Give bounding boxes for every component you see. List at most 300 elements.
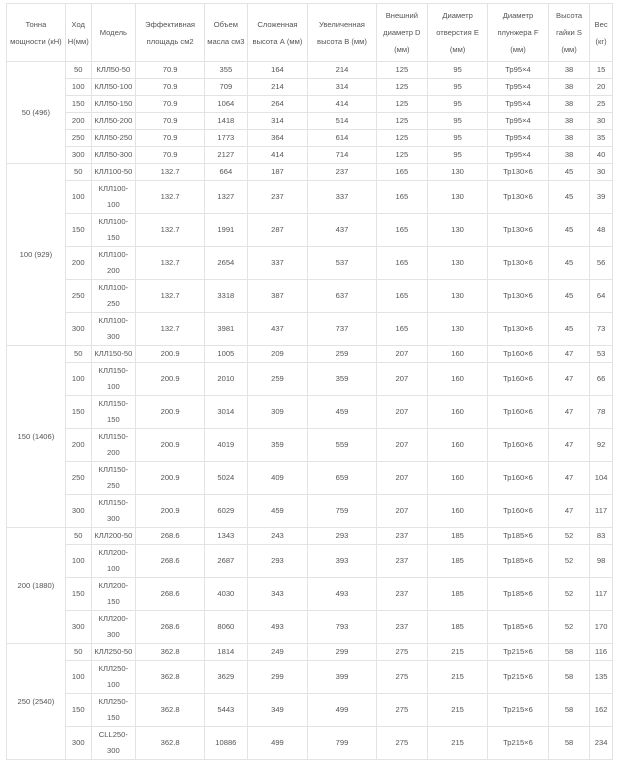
- cell-model: КЛЛ50-50: [91, 62, 135, 79]
- cell-extended-height: 514: [308, 113, 376, 130]
- cell-bore-diameter: 160: [428, 462, 488, 495]
- cell-area: 200.9: [136, 429, 205, 462]
- cell-model: КЛЛ100-100: [91, 181, 135, 214]
- cell-extended-height: 459: [308, 396, 376, 429]
- cell-oil-volume: 2687: [205, 545, 247, 578]
- cell-oil-volume: 5024: [205, 462, 247, 495]
- cell-stroke: 150: [65, 214, 91, 247]
- cell-model: КЛЛ200-300: [91, 611, 135, 644]
- cell-weight: 78: [590, 396, 613, 429]
- cell-collapsed-height: 364: [247, 130, 308, 147]
- cell-plunger-diameter: Тр95×4: [488, 62, 549, 79]
- cell-stroke: 200: [65, 247, 91, 280]
- cell-collapsed-height: 359: [247, 429, 308, 462]
- cell-stroke: 200: [65, 113, 91, 130]
- table-row: [7, 462, 613, 495]
- cell-oil-volume: 1773: [205, 130, 247, 147]
- cell-area: 362.8: [136, 694, 205, 727]
- cell-outer-diameter: 165: [376, 313, 428, 346]
- cell-extended-height: 714: [308, 147, 376, 164]
- cell-area: 200.9: [136, 462, 205, 495]
- cell-collapsed-height: 314: [247, 113, 308, 130]
- cell-bore-diameter: 185: [428, 611, 488, 644]
- cell-outer-diameter: 207: [376, 495, 428, 528]
- table-row: [7, 396, 613, 429]
- cell-collapsed-height: 337: [247, 247, 308, 280]
- cell-bore-diameter: 160: [428, 363, 488, 396]
- cell-nut-height: 58: [548, 694, 589, 727]
- header-bore-diameter: Диаметр отверстия Е (мм): [428, 4, 488, 62]
- cell-oil-volume: 4030: [205, 578, 247, 611]
- cell-weight: 135: [590, 661, 613, 694]
- cell-model: КЛЛ250-50: [91, 644, 135, 661]
- cell-model: КЛЛ150-250: [91, 462, 135, 495]
- cell-collapsed-height: 214: [247, 79, 308, 96]
- cell-oil-volume: 1064: [205, 96, 247, 113]
- cell-weight: 64: [590, 280, 613, 313]
- cell-model: КЛЛ100-300: [91, 313, 135, 346]
- cell-nut-height: 45: [548, 181, 589, 214]
- cell-collapsed-height: 437: [247, 313, 308, 346]
- cell-plunger-diameter: Тр185×6: [488, 611, 549, 644]
- cell-bore-diameter: 130: [428, 214, 488, 247]
- cell-area: 132.7: [136, 214, 205, 247]
- cell-extended-height: 399: [308, 661, 376, 694]
- cell-nut-height: 52: [548, 578, 589, 611]
- cell-stroke: 150: [65, 96, 91, 113]
- cell-extended-height: 493: [308, 578, 376, 611]
- table-row: [7, 79, 613, 96]
- cell-collapsed-height: 349: [247, 694, 308, 727]
- cell-oil-volume: 5443: [205, 694, 247, 727]
- cell-stroke: 150: [65, 694, 91, 727]
- cell-weight: 53: [590, 346, 613, 363]
- cell-outer-diameter: 207: [376, 346, 428, 363]
- cell-collapsed-height: 209: [247, 346, 308, 363]
- cell-stroke: 100: [65, 79, 91, 96]
- cell-weight: 40: [590, 147, 613, 164]
- cell-bore-diameter: 160: [428, 495, 488, 528]
- header-area: Эффективная площадь см2: [136, 4, 205, 62]
- cell-outer-diameter: 125: [376, 62, 428, 79]
- cell-collapsed-height: 409: [247, 462, 308, 495]
- cell-model: CLL250-300: [91, 727, 135, 760]
- cell-model: КЛЛ50-150: [91, 96, 135, 113]
- cell-bore-diameter: 95: [428, 79, 488, 96]
- cell-oil-volume: 10886: [205, 727, 247, 760]
- cell-area: 268.6: [136, 528, 205, 545]
- cell-bore-diameter: 215: [428, 694, 488, 727]
- cell-weight: 162: [590, 694, 613, 727]
- cell-model: КЛЛ50-250: [91, 130, 135, 147]
- cell-extended-height: 559: [308, 429, 376, 462]
- header-weight: Вес (кг): [590, 4, 613, 62]
- cell-extended-height: 793: [308, 611, 376, 644]
- cell-bore-diameter: 95: [428, 147, 488, 164]
- table-row: [7, 96, 613, 113]
- cell-plunger-diameter: Тр130×6: [488, 247, 549, 280]
- cell-stroke: 300: [65, 611, 91, 644]
- cell-stroke: 50: [65, 164, 91, 181]
- cell-collapsed-height: 187: [247, 164, 308, 181]
- cell-plunger-diameter: Тр130×6: [488, 214, 549, 247]
- cell-plunger-diameter: Тр160×6: [488, 363, 549, 396]
- cell-stroke: 50: [65, 62, 91, 79]
- cell-area: 132.7: [136, 313, 205, 346]
- cell-plunger-diameter: Тр130×6: [488, 313, 549, 346]
- cell-outer-diameter: 275: [376, 694, 428, 727]
- cell-nut-height: 52: [548, 611, 589, 644]
- cell-stroke: 100: [65, 181, 91, 214]
- cell-area: 70.9: [136, 96, 205, 113]
- cell-nut-height: 45: [548, 280, 589, 313]
- cell-collapsed-height: 287: [247, 214, 308, 247]
- cell-oil-volume: 4019: [205, 429, 247, 462]
- cell-tonnage: 150 (1406): [7, 346, 66, 528]
- cell-extended-height: 337: [308, 181, 376, 214]
- cell-extended-height: 659: [308, 462, 376, 495]
- cell-model: КЛЛ200-150: [91, 578, 135, 611]
- cell-bore-diameter: 160: [428, 346, 488, 363]
- cell-extended-height: 799: [308, 727, 376, 760]
- cell-weight: 83: [590, 528, 613, 545]
- table-body: [7, 62, 613, 760]
- cell-area: 200.9: [136, 363, 205, 396]
- cell-area: 70.9: [136, 147, 205, 164]
- table-row: [7, 611, 613, 644]
- cell-oil-volume: 3629: [205, 661, 247, 694]
- cell-oil-volume: 1991: [205, 214, 247, 247]
- cell-plunger-diameter: Тр130×6: [488, 181, 549, 214]
- cell-extended-height: 737: [308, 313, 376, 346]
- cell-stroke: 100: [65, 545, 91, 578]
- header-outer-diameter: Внешний диаметр D (мм): [376, 4, 428, 62]
- cell-model: КЛЛ100-50: [91, 164, 135, 181]
- cell-weight: 15: [590, 62, 613, 79]
- cell-weight: 104: [590, 462, 613, 495]
- cell-stroke: 300: [65, 147, 91, 164]
- cell-bore-diameter: 130: [428, 280, 488, 313]
- cell-oil-volume: 8060: [205, 611, 247, 644]
- header-model: Модель: [91, 4, 135, 62]
- cell-collapsed-height: 237: [247, 181, 308, 214]
- cell-model: КЛЛ50-300: [91, 147, 135, 164]
- cell-stroke: 300: [65, 727, 91, 760]
- cell-plunger-diameter: Тр215×6: [488, 727, 549, 760]
- cell-outer-diameter: 237: [376, 578, 428, 611]
- cell-bore-diameter: 130: [428, 313, 488, 346]
- cell-weight: 56: [590, 247, 613, 280]
- cell-extended-height: 393: [308, 545, 376, 578]
- cell-stroke: 150: [65, 396, 91, 429]
- cell-plunger-diameter: Тр215×6: [488, 644, 549, 661]
- cell-oil-volume: 1343: [205, 528, 247, 545]
- cell-weight: 48: [590, 214, 613, 247]
- cell-stroke: 50: [65, 644, 91, 661]
- cell-collapsed-height: 387: [247, 280, 308, 313]
- cell-outer-diameter: 237: [376, 611, 428, 644]
- cell-nut-height: 38: [548, 96, 589, 113]
- cell-nut-height: 45: [548, 247, 589, 280]
- cell-outer-diameter: 165: [376, 214, 428, 247]
- cell-extended-height: 259: [308, 346, 376, 363]
- cell-stroke: 100: [65, 363, 91, 396]
- cell-oil-volume: 1327: [205, 181, 247, 214]
- cell-weight: 35: [590, 130, 613, 147]
- cell-outer-diameter: 207: [376, 462, 428, 495]
- cell-model: КЛЛ150-300: [91, 495, 135, 528]
- cell-area: 132.7: [136, 164, 205, 181]
- cell-area: 200.9: [136, 346, 205, 363]
- cell-outer-diameter: 207: [376, 429, 428, 462]
- table-row: [7, 62, 613, 79]
- cell-outer-diameter: 275: [376, 644, 428, 661]
- cell-plunger-diameter: Тр160×6: [488, 396, 549, 429]
- cell-extended-height: 237: [308, 164, 376, 181]
- cell-oil-volume: 3981: [205, 313, 247, 346]
- cell-plunger-diameter: Тр185×6: [488, 578, 549, 611]
- cell-outer-diameter: 207: [376, 396, 428, 429]
- cell-tonnage: 50 (496): [7, 62, 66, 164]
- cell-plunger-diameter: Тр130×6: [488, 164, 549, 181]
- cell-extended-height: 359: [308, 363, 376, 396]
- cell-extended-height: 759: [308, 495, 376, 528]
- cell-nut-height: 47: [548, 429, 589, 462]
- header-tonnage: Тонна мощности (кН): [7, 4, 66, 62]
- cell-model: КЛЛ100-150: [91, 214, 135, 247]
- cell-collapsed-height: 293: [247, 545, 308, 578]
- cell-plunger-diameter: Тр215×6: [488, 694, 549, 727]
- cell-plunger-diameter: Тр160×6: [488, 346, 549, 363]
- cell-extended-height: 414: [308, 96, 376, 113]
- cell-model: КЛЛ250-150: [91, 694, 135, 727]
- cell-plunger-diameter: Тр95×4: [488, 147, 549, 164]
- cell-extended-height: 293: [308, 528, 376, 545]
- cell-stroke: 300: [65, 313, 91, 346]
- cell-weight: 30: [590, 113, 613, 130]
- cell-collapsed-height: 459: [247, 495, 308, 528]
- cell-plunger-diameter: Тр160×6: [488, 462, 549, 495]
- cell-bore-diameter: 130: [428, 247, 488, 280]
- cell-area: 132.7: [136, 280, 205, 313]
- cell-weight: 234: [590, 727, 613, 760]
- cell-nut-height: 38: [548, 79, 589, 96]
- table-row: [7, 247, 613, 280]
- cell-area: 70.9: [136, 79, 205, 96]
- cell-nut-height: 38: [548, 130, 589, 147]
- cell-outer-diameter: 237: [376, 545, 428, 578]
- cell-extended-height: 614: [308, 130, 376, 147]
- cell-model: КЛЛ100-250: [91, 280, 135, 313]
- cell-oil-volume: 1418: [205, 113, 247, 130]
- cell-weight: 117: [590, 495, 613, 528]
- cell-bore-diameter: 215: [428, 661, 488, 694]
- cell-model: КЛЛ150-100: [91, 363, 135, 396]
- cell-outer-diameter: 125: [376, 147, 428, 164]
- cell-weight: 30: [590, 164, 613, 181]
- table-row: [7, 214, 613, 247]
- cell-collapsed-height: 499: [247, 727, 308, 760]
- cell-oil-volume: 2010: [205, 363, 247, 396]
- header-nut-height: Высота гайки S (мм): [548, 4, 589, 62]
- cell-nut-height: 47: [548, 462, 589, 495]
- header-oil-volume: Объем масла см3: [205, 4, 247, 62]
- cell-extended-height: 637: [308, 280, 376, 313]
- cell-outer-diameter: 165: [376, 247, 428, 280]
- cell-area: 268.6: [136, 545, 205, 578]
- cell-model: КЛЛ100-200: [91, 247, 135, 280]
- cell-nut-height: 45: [548, 313, 589, 346]
- cell-collapsed-height: 309: [247, 396, 308, 429]
- table-row: [7, 727, 613, 760]
- cell-area: 268.6: [136, 611, 205, 644]
- cell-collapsed-height: 243: [247, 528, 308, 545]
- cell-extended-height: 437: [308, 214, 376, 247]
- cell-extended-height: 499: [308, 694, 376, 727]
- table-row: [7, 578, 613, 611]
- cell-oil-volume: 355: [205, 62, 247, 79]
- cell-nut-height: 52: [548, 545, 589, 578]
- cell-area: 70.9: [136, 113, 205, 130]
- cell-plunger-diameter: Тр95×4: [488, 130, 549, 147]
- cell-collapsed-height: 249: [247, 644, 308, 661]
- cell-plunger-diameter: Тр95×4: [488, 113, 549, 130]
- cell-extended-height: 214: [308, 62, 376, 79]
- table-row: [7, 130, 613, 147]
- cell-bore-diameter: 130: [428, 164, 488, 181]
- table-row: [7, 181, 613, 214]
- header-collapsed-height: Сложенная высота А (мм): [247, 4, 308, 62]
- cell-model: КЛЛ200-100: [91, 545, 135, 578]
- cell-bore-diameter: 95: [428, 113, 488, 130]
- cell-stroke: 300: [65, 495, 91, 528]
- cell-stroke: 250: [65, 130, 91, 147]
- cell-bore-diameter: 185: [428, 578, 488, 611]
- table-row: [7, 280, 613, 313]
- cell-model: КЛЛ50-200: [91, 113, 135, 130]
- cell-plunger-diameter: Тр215×6: [488, 661, 549, 694]
- cell-oil-volume: 664: [205, 164, 247, 181]
- cell-stroke: 50: [65, 528, 91, 545]
- cell-outer-diameter: 165: [376, 181, 428, 214]
- cell-area: 70.9: [136, 130, 205, 147]
- cell-nut-height: 47: [548, 346, 589, 363]
- cell-weight: 92: [590, 429, 613, 462]
- cell-nut-height: 38: [548, 147, 589, 164]
- cell-weight: 66: [590, 363, 613, 396]
- cell-plunger-diameter: Тр95×4: [488, 79, 549, 96]
- cell-bore-diameter: 95: [428, 96, 488, 113]
- cell-stroke: 200: [65, 429, 91, 462]
- cell-area: 132.7: [136, 247, 205, 280]
- cell-stroke: 250: [65, 462, 91, 495]
- cell-collapsed-height: 493: [247, 611, 308, 644]
- table-row: [7, 694, 613, 727]
- cell-nut-height: 58: [548, 644, 589, 661]
- cell-outer-diameter: 125: [376, 79, 428, 96]
- cell-outer-diameter: 275: [376, 727, 428, 760]
- cell-oil-volume: 1005: [205, 346, 247, 363]
- cell-collapsed-height: 414: [247, 147, 308, 164]
- cell-nut-height: 47: [548, 396, 589, 429]
- cell-nut-height: 38: [548, 62, 589, 79]
- cell-plunger-diameter: Тр185×6: [488, 528, 549, 545]
- cell-weight: 39: [590, 181, 613, 214]
- cell-oil-volume: 6029: [205, 495, 247, 528]
- cell-stroke: 50: [65, 346, 91, 363]
- cell-weight: 170: [590, 611, 613, 644]
- cell-area: 200.9: [136, 495, 205, 528]
- cell-model: КЛЛ150-150: [91, 396, 135, 429]
- cell-collapsed-height: 164: [247, 62, 308, 79]
- cell-nut-height: 58: [548, 661, 589, 694]
- cell-bore-diameter: 95: [428, 130, 488, 147]
- cell-tonnage: 100 (929): [7, 164, 66, 346]
- cell-area: 268.6: [136, 578, 205, 611]
- header-extended-height: Увеличенная высота В (мм): [308, 4, 376, 62]
- cell-bore-diameter: 95: [428, 62, 488, 79]
- table-row: [7, 363, 613, 396]
- cell-plunger-diameter: Тр160×6: [488, 429, 549, 462]
- cell-oil-volume: 3318: [205, 280, 247, 313]
- table-row: [7, 644, 613, 661]
- cell-weight: 116: [590, 644, 613, 661]
- cell-bore-diameter: 215: [428, 727, 488, 760]
- cell-collapsed-height: 264: [247, 96, 308, 113]
- cell-outer-diameter: 165: [376, 280, 428, 313]
- cell-collapsed-height: 299: [247, 661, 308, 694]
- cell-bore-diameter: 185: [428, 545, 488, 578]
- cell-nut-height: 47: [548, 363, 589, 396]
- cell-oil-volume: 709: [205, 79, 247, 96]
- cell-nut-height: 38: [548, 113, 589, 130]
- cell-stroke: 250: [65, 280, 91, 313]
- cell-nut-height: 45: [548, 164, 589, 181]
- cell-collapsed-height: 259: [247, 363, 308, 396]
- cell-tonnage: 250 (2540): [7, 644, 66, 760]
- cell-weight: 25: [590, 96, 613, 113]
- cell-nut-height: 47: [548, 495, 589, 528]
- cell-area: 362.8: [136, 661, 205, 694]
- cell-bore-diameter: 160: [428, 429, 488, 462]
- cell-plunger-diameter: Тр95×4: [488, 96, 549, 113]
- cell-oil-volume: 2654: [205, 247, 247, 280]
- cell-plunger-diameter: Тр130×6: [488, 280, 549, 313]
- cell-area: 70.9: [136, 62, 205, 79]
- cell-bore-diameter: 160: [428, 396, 488, 429]
- cell-model: КЛЛ150-50: [91, 346, 135, 363]
- cell-plunger-diameter: Тр185×6: [488, 545, 549, 578]
- cell-stroke: 150: [65, 578, 91, 611]
- cell-outer-diameter: 165: [376, 164, 428, 181]
- cell-weight: 73: [590, 313, 613, 346]
- cell-outer-diameter: 275: [376, 661, 428, 694]
- table-row: [7, 147, 613, 164]
- header-row: [7, 4, 613, 62]
- cell-nut-height: 58: [548, 727, 589, 760]
- cell-nut-height: 45: [548, 214, 589, 247]
- cell-stroke: 100: [65, 661, 91, 694]
- cell-weight: 117: [590, 578, 613, 611]
- header-stroke: Ход Н(мм): [65, 4, 91, 62]
- cell-weight: 20: [590, 79, 613, 96]
- cell-outer-diameter: 125: [376, 96, 428, 113]
- cell-extended-height: 299: [308, 644, 376, 661]
- cell-outer-diameter: 237: [376, 528, 428, 545]
- spec-table: [6, 3, 613, 760]
- cell-nut-height: 52: [548, 528, 589, 545]
- cell-outer-diameter: 125: [376, 130, 428, 147]
